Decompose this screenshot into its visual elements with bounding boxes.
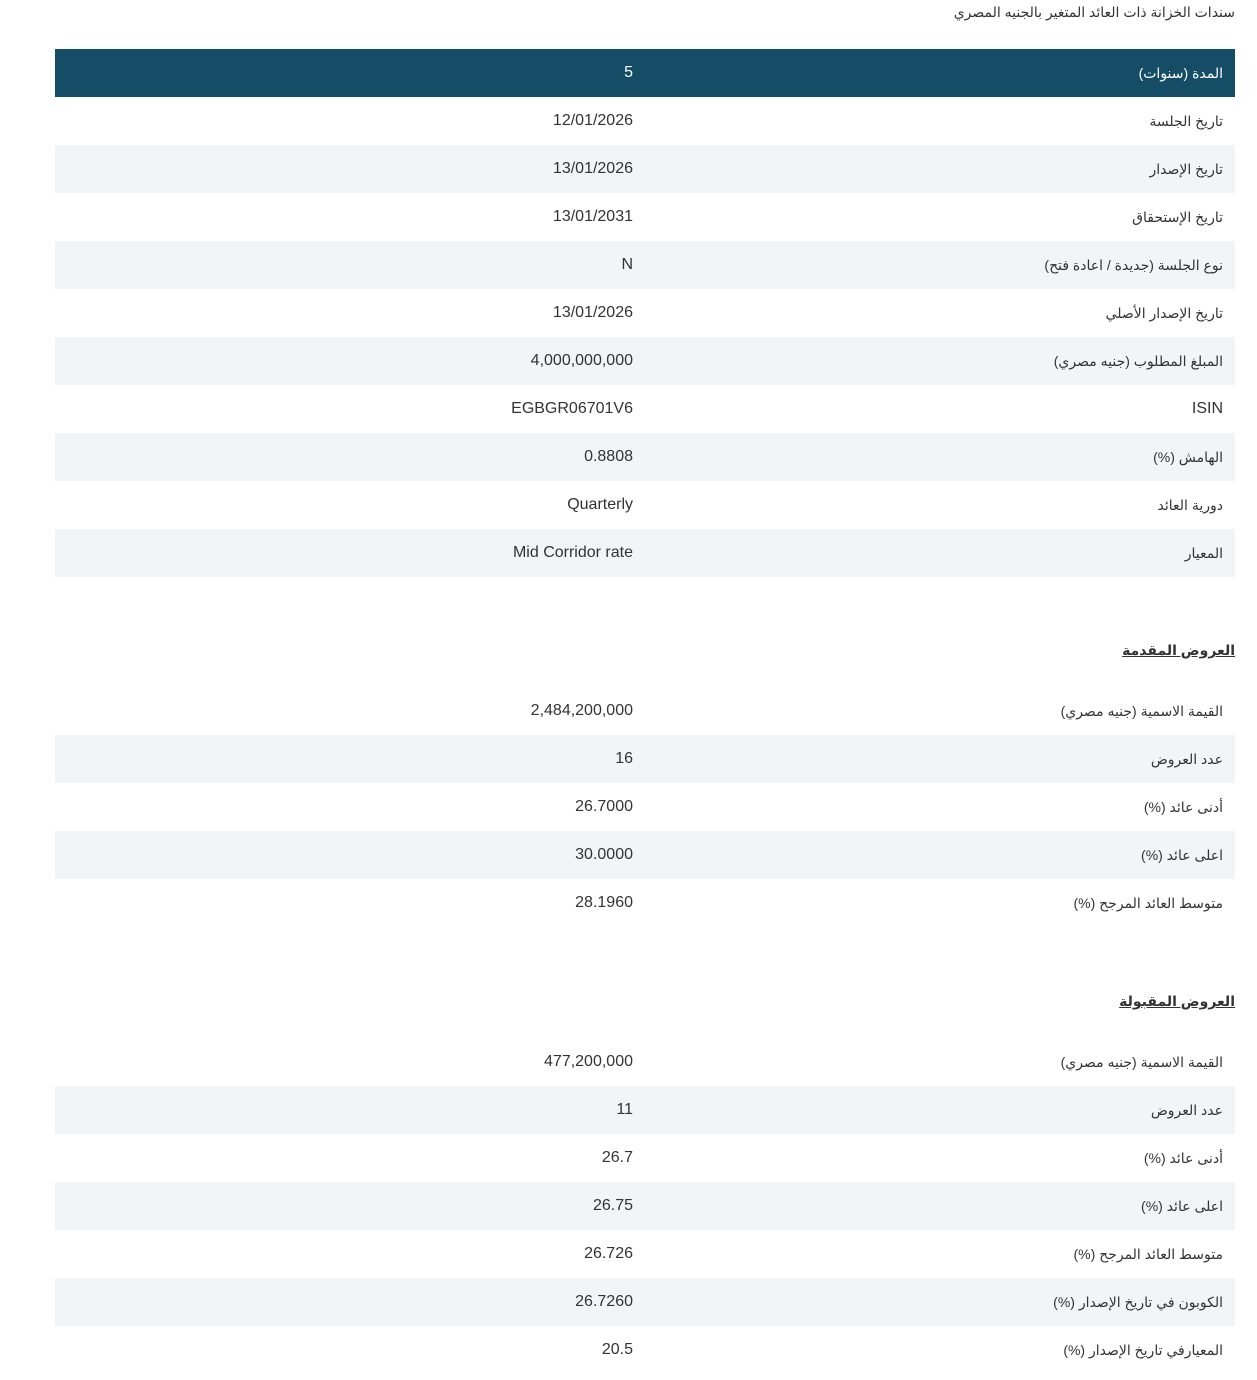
table-row xyxy=(55,337,1235,385)
row-value: 0.8808 xyxy=(584,448,633,465)
details-table xyxy=(55,49,1235,577)
row-value: 26.726 xyxy=(584,1245,633,1262)
row-value: 16 xyxy=(615,750,633,767)
page-title: سندات الخزانة ذات العائد المتغير بالجنيه المصري xyxy=(953,4,1235,20)
table-row xyxy=(55,145,1235,193)
table-row xyxy=(55,1230,1235,1278)
row-label: أدنى عائد (%) xyxy=(1143,1149,1223,1166)
table-row xyxy=(55,1182,1235,1230)
table-row xyxy=(55,879,1235,927)
table-row xyxy=(55,1278,1235,1326)
row-value: 2,484,200,000 xyxy=(530,702,633,719)
row-label: عدد العروض xyxy=(1150,750,1223,767)
row-label: عدد العروض xyxy=(1150,1101,1223,1118)
row-label: تاريخ الإصدار xyxy=(1149,160,1223,177)
table-row xyxy=(55,687,1235,735)
row-label: الكوبون في تاريخ الإصدار (%) xyxy=(1053,1293,1223,1310)
row-value: 11 xyxy=(616,1101,633,1118)
row-label: القيمة الاسمية (جنيه مصري) xyxy=(1060,702,1223,719)
row-label: المعيار xyxy=(1184,544,1223,561)
row-value: 26.75 xyxy=(592,1197,633,1214)
row-value: 13/01/2031 xyxy=(552,208,633,225)
row-value: 30.0000 xyxy=(575,846,633,863)
row-label: تاريخ الإستحقاق xyxy=(1132,208,1223,225)
table-row xyxy=(55,97,1235,145)
table-row xyxy=(55,1086,1235,1134)
row-label: المبلغ المطلوب (جنيه مصري) xyxy=(1053,352,1223,369)
row-label: متوسط العائد المرجح (%) xyxy=(1073,1245,1223,1262)
row-label: اعلى عائد (%) xyxy=(1141,1197,1223,1214)
table-row xyxy=(55,529,1235,577)
row-value: 12/01/2026 xyxy=(552,112,633,129)
table-row xyxy=(55,289,1235,337)
row-value: 477,200,000 xyxy=(544,1053,633,1070)
table-row xyxy=(55,1038,1235,1086)
row-value: 28.1960 xyxy=(575,894,633,911)
row-label: اعلى عائد (%) xyxy=(1141,846,1223,863)
table-row xyxy=(55,481,1235,529)
table-row xyxy=(55,783,1235,831)
row-label: نوع الجلسة (جديدة / اعادة فتح) xyxy=(1044,256,1223,273)
row-value: 20.5 xyxy=(601,1341,633,1358)
row-label: القيمة الاسمية (جنيه مصري) xyxy=(1060,1053,1223,1070)
table-header-row xyxy=(55,49,1235,97)
duration-value: 5 xyxy=(624,64,633,81)
row-value: 26.7260 xyxy=(575,1293,633,1310)
row-value: 26.7000 xyxy=(575,798,633,815)
offers-submitted-table xyxy=(55,687,1235,927)
row-label: المعيارفي تاريخ الإصدار (%) xyxy=(1063,1341,1223,1358)
table-row xyxy=(55,1326,1235,1374)
table-row xyxy=(55,241,1235,289)
table-row xyxy=(55,1134,1235,1182)
table-row xyxy=(55,831,1235,879)
row-label: تاريخ الجلسة xyxy=(1149,112,1223,129)
row-value: N xyxy=(621,256,633,273)
row-value: 13/01/2026 xyxy=(552,304,633,321)
row-value: 26.7 xyxy=(601,1149,633,1166)
row-value: EGBGR06701V6 xyxy=(511,400,633,417)
row-label: متوسط العائد المرجح (%) xyxy=(1073,894,1223,911)
row-label: أدنى عائد (%) xyxy=(1143,798,1223,815)
table-row xyxy=(55,193,1235,241)
offers-accepted-table xyxy=(55,1038,1235,1374)
row-label: الهامش (%) xyxy=(1153,448,1223,465)
duration-label: المدة (سنوات) xyxy=(1138,64,1223,81)
offers-submitted-heading: العروض المقدمة xyxy=(1122,642,1235,658)
offers-accepted-heading: العروض المقبولة xyxy=(1119,993,1235,1009)
row-label: ISIN xyxy=(1191,400,1223,417)
table-row xyxy=(55,433,1235,481)
row-value: 13/01/2026 xyxy=(552,160,633,177)
row-label: دورية العائد xyxy=(1157,496,1223,513)
table-row xyxy=(55,735,1235,783)
row-label: تاريخ الإصدار الأصلي xyxy=(1105,304,1223,321)
table-row xyxy=(55,385,1235,433)
row-value: Quarterly xyxy=(567,496,633,513)
row-value: Mid Corridor rate xyxy=(512,544,633,561)
row-value: 4,000,000,000 xyxy=(530,352,633,369)
